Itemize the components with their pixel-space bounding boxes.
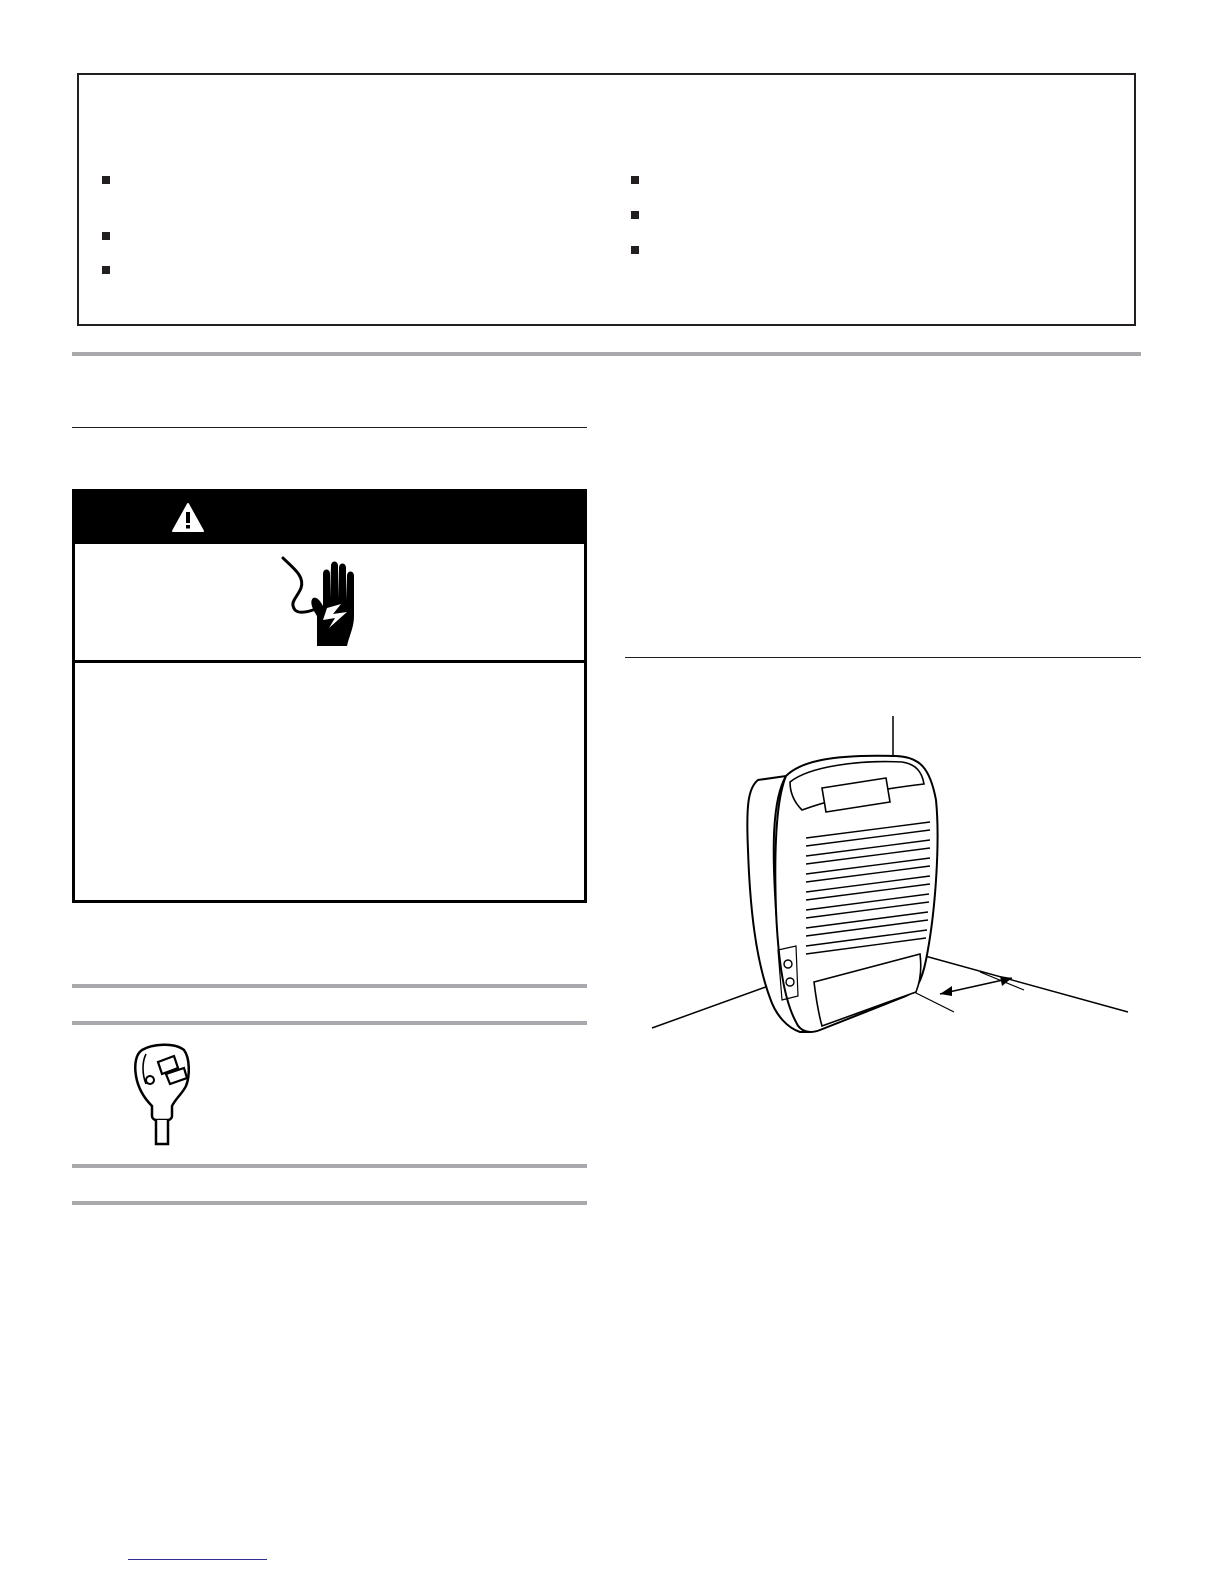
- warning-header-bar: [75, 492, 584, 544]
- section-rule: [72, 1164, 587, 1168]
- warning-triangle-icon: [171, 502, 205, 533]
- section-divider: [72, 352, 1141, 356]
- footer-link-underline: [128, 1559, 267, 1560]
- bullet-marker: [102, 266, 110, 274]
- bullet-marker: [631, 176, 639, 184]
- bullet-marker: [631, 246, 639, 254]
- grounded-plug-icon: [130, 1040, 194, 1146]
- bullet-marker: [102, 176, 110, 184]
- dehumidifier-in-corner-illustration: [640, 710, 1140, 1050]
- heading-rule-right: [625, 657, 1141, 658]
- section-rule: [72, 984, 587, 988]
- warning-divider: [75, 660, 584, 663]
- heading-rule-left: [72, 427, 587, 428]
- bullet-marker: [631, 211, 639, 219]
- section-rule: [72, 1201, 587, 1205]
- bullet-marker: [102, 232, 110, 240]
- electrical-shock-hand-icon: [275, 554, 375, 648]
- warning-panel: [72, 489, 587, 903]
- notice-box: [77, 73, 1136, 326]
- section-rule: [72, 1021, 587, 1025]
